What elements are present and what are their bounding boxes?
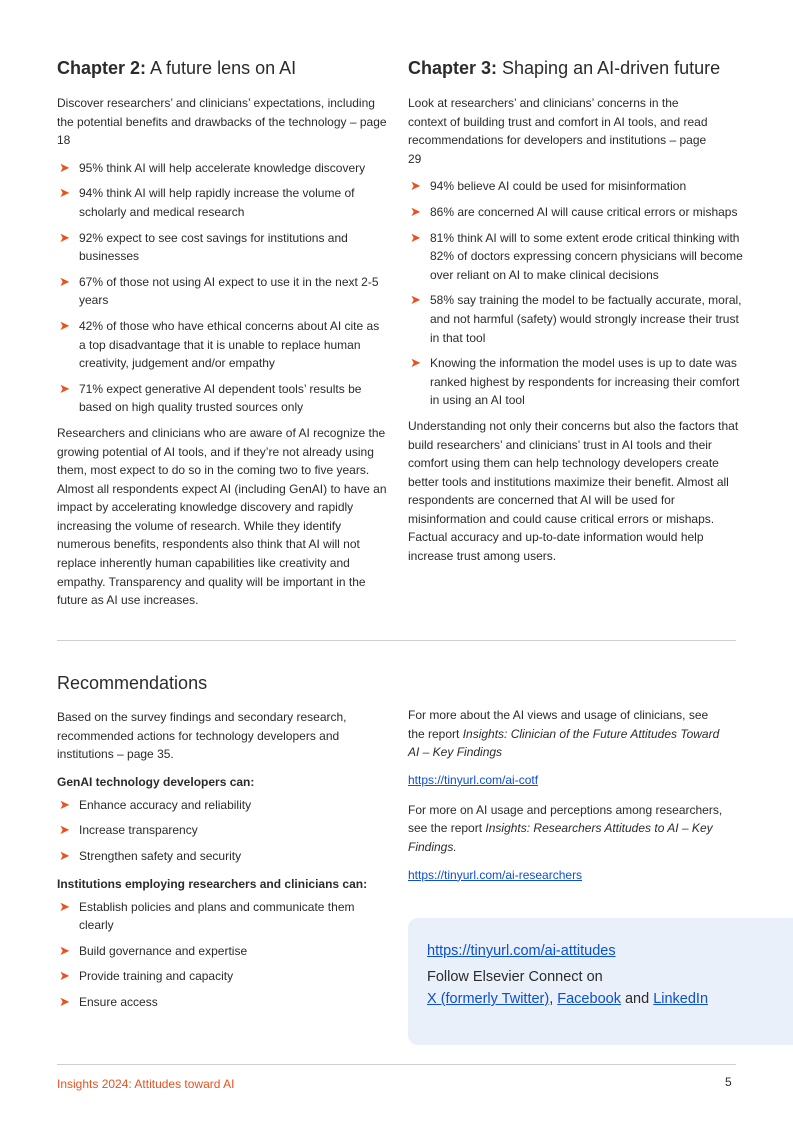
- clinician-report-title: Insights: Clinician of the Future Attitudes Toward AI – Key Findings: [408, 726, 720, 760]
- list-item: ➤ Knowing the information the model uses is up to date was ranked highest by respondents for increasing their comfort in using an AI tool: [410, 355, 740, 408]
- chapter-3-bullets: [408, 177, 748, 410]
- institutions-heading: Institutions employing researchers and clinicians can:: [57, 876, 368, 891]
- list-item: ➤ 81% think AI will to some extent erode critical thinking with 82% of doctors expressing concern physicians will become over reliant on AI to make clinical decisions: [410, 229, 743, 282]
- developers-list: [57, 796, 387, 866]
- orange-arrow-icon: ➤: [59, 968, 70, 984]
- list-item: ➤ 71% expect generative AI dependent tools’ results be based on high quality trusted sources only: [59, 380, 362, 415]
- chapter-2-summary: Researchers and clinicians who are aware of AI recognize the growing potential of AI tools, and if they’re not already using them, most expect to do so in the coming two to five years. Almost all respondents expect AI (including GenAI) to have an impact by accelerating knowledge discovery and rapidly increasing the volume of research. While they identify numerous benefits, respondents also think that AI will not replace inherently human capabilities like creativity and empathy. Transparency and quality will be important in the future as AI use increases.: [57, 425, 387, 608]
- x-twitter-link[interactable]: X (formerly Twitter): [427, 991, 550, 1007]
- footer-divider: [57, 1064, 736, 1065]
- list-item: ➤ Provide training and capacity: [59, 968, 234, 984]
- researcher-report-link[interactable]: https://tinyurl.com/ai-researchers: [408, 867, 583, 882]
- orange-arrow-icon: ➤: [59, 993, 70, 1009]
- attitudes-link[interactable]: https://tinyurl.com/ai-attitudes: [427, 943, 616, 959]
- list-item: ➤ 86% are concerned AI will cause critical errors or mishaps: [410, 203, 738, 219]
- orange-arrow-icon: ➤: [59, 822, 70, 838]
- list-item: ➤ 67% of those not using AI expect to use it in the next 2-5 years: [59, 273, 379, 308]
- list-item: ➤ Strengthen safety and security: [59, 847, 242, 863]
- social-links: X (formerly Twitter), Facebook and LinkedIn: [427, 991, 709, 1007]
- chapter-2-intro: Discover researchers’ and clinicians’ expectations, including the potential benefits and drawbacks of the technology – page 18: [57, 96, 387, 148]
- orange-arrow-icon: ➤: [59, 229, 70, 245]
- orange-arrow-icon: ➤: [410, 355, 421, 371]
- list-item: ➤ 92% expect to see cost savings for institutions and businesses: [59, 229, 348, 264]
- recommendations-intro: Based on the survey findings and secondary research, recommended actions for technology developers and institutions – page 35.: [57, 710, 347, 762]
- chapter-3-summary: Understanding not only their concerns but also the factors that build researchers’ and clinicians’ trust in AI tools and their comfort using them can help technology developers create better tools and institutions maximize their benefit. Almost all respondents are concerned that AI will be used for misinformation and could cause critical errors or mishaps. Factual accuracy and up-to-date information would help increase trust among users.: [408, 418, 739, 564]
- chapter-2-section: [57, 56, 387, 619]
- page-number: 5: [725, 1075, 732, 1089]
- researcher-report-title: Insights: Researchers Attitudes to AI – Key Findings.: [408, 821, 713, 854]
- orange-arrow-icon: ➤: [410, 203, 421, 219]
- section-divider: [57, 640, 736, 641]
- list-item: ➤ 95% think AI will help accelerate knowledge discovery: [59, 159, 366, 175]
- list-item: ➤ Establish policies and plans and communicate them clearly: [59, 898, 355, 933]
- orange-arrow-icon: ➤: [410, 229, 421, 245]
- orange-arrow-icon: ➤: [59, 380, 70, 396]
- orange-arrow-icon: ➤: [59, 898, 70, 914]
- reports-section: [408, 706, 753, 896]
- chapter-3-title: Chapter 3: Shaping an AI-driven future: [408, 58, 721, 78]
- list-item: ➤ 94% believe AI could be used for misinformation: [410, 178, 687, 194]
- clinician-report-link[interactable]: https://tinyurl.com/ai-cotf: [408, 772, 539, 787]
- orange-arrow-icon: ➤: [59, 159, 70, 175]
- chapter-2-title: Chapter 2: A future lens on AI: [57, 58, 297, 78]
- orange-arrow-icon: ➤: [59, 796, 70, 812]
- list-item: ➤ Build governance and expertise: [59, 942, 248, 958]
- orange-arrow-icon: ➤: [410, 292, 421, 308]
- recommendations-heading: Recommendations: [57, 673, 208, 693]
- orange-arrow-icon: ➤: [59, 847, 70, 863]
- orange-arrow-icon: ➤: [59, 317, 70, 333]
- chapter-2-bullets: [57, 159, 387, 417]
- institutions-list: [57, 898, 387, 1012]
- clinician-report-text: For more about the AI views and usage of clinicians, see the report Insights: Clinician of the Future Attitudes Toward AI – Key Findings: [408, 708, 720, 760]
- facebook-link[interactable]: Facebook: [557, 991, 621, 1007]
- follow-callout: [408, 918, 793, 1045]
- orange-arrow-icon: ➤: [410, 178, 421, 194]
- list-item: ➤ 42% of those who have ethical concerns about AI cite as a top disadvantage that it is unable to replace human creativity, judgement and/or empathy: [59, 317, 380, 371]
- developers-heading: GenAI technology developers can:: [57, 774, 255, 789]
- follow-text: Follow Elsevier Connect on: [427, 969, 603, 985]
- recommendations-section: [57, 708, 387, 1019]
- list-item: ➤ Enhance accuracy and reliability: [59, 796, 252, 812]
- linkedin-link[interactable]: LinkedIn: [653, 991, 709, 1007]
- orange-arrow-icon: ➤: [59, 185, 70, 201]
- orange-arrow-icon: ➤: [59, 273, 70, 289]
- list-item: ➤ 58% say training the model to be factually accurate, moral, and not harmful (safety) would strongly increase their trust in that tool: [410, 292, 742, 345]
- chapter-3-section: [408, 56, 748, 575]
- list-item: ➤ Increase transparency: [59, 822, 198, 838]
- orange-arrow-icon: ➤: [59, 942, 70, 958]
- chapter-3-intro: Look at researchers’ and clinicians’ concerns in the context of building trust and comfort in AI tools, and read recommendations for developers and institutions – page 29: [408, 96, 708, 166]
- list-item: ➤ Ensure access: [59, 993, 158, 1009]
- list-item: ➤ 94% think AI will help rapidly increase the volume of scholarly and medical research: [59, 185, 355, 219]
- footer-title: Insights 2024: Attitudes toward AI: [57, 1077, 235, 1091]
- researcher-report-text: For more on AI usage and perceptions among researchers, see the report Insights: Researchers Attitudes to AI – Key Findings.: [408, 802, 723, 854]
